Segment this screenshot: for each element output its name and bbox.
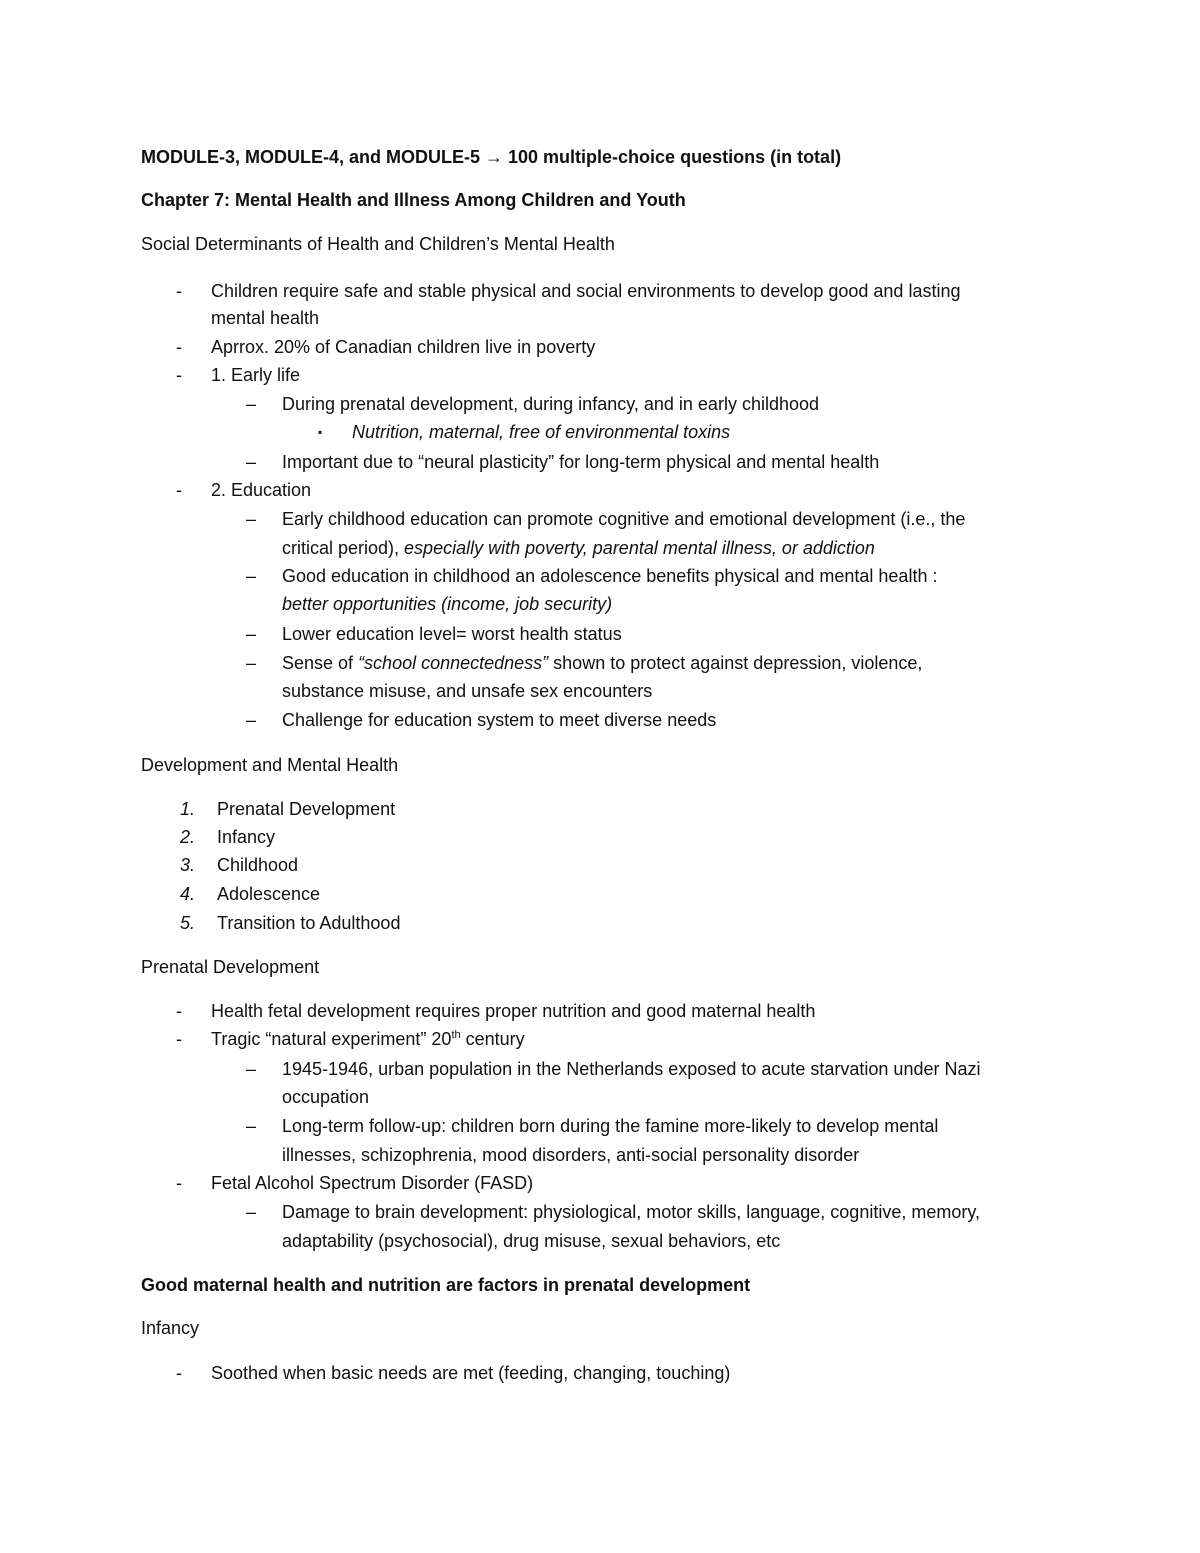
sub-bullet-text: Challenge for education system to meet diverse needs xyxy=(282,710,717,730)
italic-text-run: “school connectedness” xyxy=(358,653,549,673)
list-item: Childhood xyxy=(217,855,299,875)
bullet-text xyxy=(211,1027,525,1051)
list-item: Adolescence xyxy=(217,884,321,904)
bullet-dash: - xyxy=(176,365,182,385)
bullet-text: 2. Education xyxy=(211,480,312,500)
list-item: Infancy xyxy=(217,827,276,847)
arrow-icon: → xyxy=(485,147,504,167)
sub-bullet-text: Lower education level= worst health status xyxy=(282,624,622,644)
sub-bullet-text-continued: occupation xyxy=(282,1087,370,1107)
sub-bullet-text-continued: better opportunities (income, job security) xyxy=(282,594,613,614)
sub-bullet-text: Long-term follow-up: children born during the famine more-likely to develop mental xyxy=(282,1116,939,1136)
italic-text-run: especially with poverty, parental mental illness, or addiction xyxy=(404,538,875,558)
text-run: Tragic “natural experiment” 20 xyxy=(211,1029,452,1049)
sub-bullet-dash: – xyxy=(246,509,257,529)
bullet-text-continued: mental health xyxy=(211,308,320,328)
sub-bullet-text-continued: substance misuse, and unsafe sex encounters xyxy=(282,681,653,701)
sub-bullet-dash: – xyxy=(246,653,257,673)
bullet-text: Fetal Alcohol Spectrum Disorder (FASD) xyxy=(211,1173,534,1193)
section-heading-development: Development and Mental Health xyxy=(141,755,399,775)
bullet-dash: - xyxy=(176,480,182,500)
sub-bullet-text-continued: adaptability (psychosocial), drug misuse, sexual behaviors, etc xyxy=(282,1231,781,1251)
bullet-dash: - xyxy=(176,337,182,357)
sub-bullet-dash: – xyxy=(246,1059,257,1079)
list-number: 2. xyxy=(180,827,196,847)
sub-bullet-text-continued xyxy=(282,536,875,560)
bullet-dash: - xyxy=(176,281,182,301)
sub-bullet-dash: – xyxy=(246,710,257,730)
bullet-dash: - xyxy=(176,1173,182,1193)
list-item: Prenatal Development xyxy=(217,799,396,819)
superscript: th xyxy=(451,1029,461,1041)
list-number: 4. xyxy=(180,884,196,904)
bullet-text: Children require safe and stable physical and social environments to develop good and lasting xyxy=(211,281,961,301)
sub-bullet-text: Good education in childhood an adolescence benefits physical and mental health : xyxy=(282,566,938,586)
title-pre: MODULE-3, MODULE-4, and MODULE-5 xyxy=(141,147,486,167)
title-post: 100 multiple-choice questions (in total) xyxy=(503,147,842,167)
list-item: Transition to Adulthood xyxy=(217,913,401,933)
sub-bullet-dash: – xyxy=(246,1202,257,1222)
sub-bullet-text: During prenatal development, during infancy, and in early childhood xyxy=(282,394,820,414)
text-run: Sense of xyxy=(282,653,359,673)
sub-bullet-dash: – xyxy=(246,624,257,644)
bullet-dash: - xyxy=(176,1363,182,1383)
sub-bullet-text: Important due to “neural plasticity” for long-term physical and mental health xyxy=(282,452,880,472)
list-number: 3. xyxy=(180,855,196,875)
summary-statement: Good maternal health and nutrition are factors in prenatal development xyxy=(141,1275,751,1295)
bullet-dash: - xyxy=(176,1001,182,1021)
sub-bullet-text: Damage to brain development: physiological, motor skills, language, cognitive, memory, xyxy=(282,1202,981,1222)
sub-bullet-text: 1945-1946, urban population in the Netherlands exposed to acute starvation under Nazi xyxy=(282,1059,981,1079)
sub-bullet-text: Early childhood education can promote cognitive and emotional development (i.e., the xyxy=(282,509,966,529)
sub-bullet-text-continued: illnesses, schizophrenia, mood disorders, anti-social personality disorder xyxy=(282,1145,860,1165)
section-heading-prenatal: Prenatal Development xyxy=(141,957,320,977)
bullet-dash: - xyxy=(176,1029,182,1049)
text-run: shown to protect against depression, violence, xyxy=(548,653,923,673)
bullet-text: Health fetal development requires proper nutrition and good maternal health xyxy=(211,1001,816,1021)
sub-bullet-dash: – xyxy=(246,566,257,586)
bullet-text: Soothed when basic needs are met (feeding, changing, touching) xyxy=(211,1363,731,1383)
sub-bullet-dash: – xyxy=(246,394,257,414)
chapter-heading: Chapter 7: Mental Health and Illness Among Children and Youth xyxy=(141,190,686,210)
section-heading-social-determinants: Social Determinants of Health and Children’s Mental Health xyxy=(141,234,615,254)
text-run: century xyxy=(460,1029,525,1049)
text-run: critical period), xyxy=(282,538,405,558)
sub-bullet-dash: – xyxy=(246,1116,257,1136)
square-bullet-icon: ▪ xyxy=(318,425,323,439)
sub-bullet-text xyxy=(282,651,922,675)
list-number: 1. xyxy=(180,799,196,819)
document-title xyxy=(141,145,841,169)
sub-sub-bullet-text: Nutrition, maternal, free of environmental toxins xyxy=(352,422,731,442)
list-number: 5. xyxy=(180,913,196,933)
section-heading-infancy: Infancy xyxy=(141,1318,200,1338)
bullet-text: Aprrox. 20% of Canadian children live in poverty xyxy=(211,337,596,357)
sub-bullet-dash: – xyxy=(246,452,257,472)
bullet-text: 1. Early life xyxy=(211,365,301,385)
